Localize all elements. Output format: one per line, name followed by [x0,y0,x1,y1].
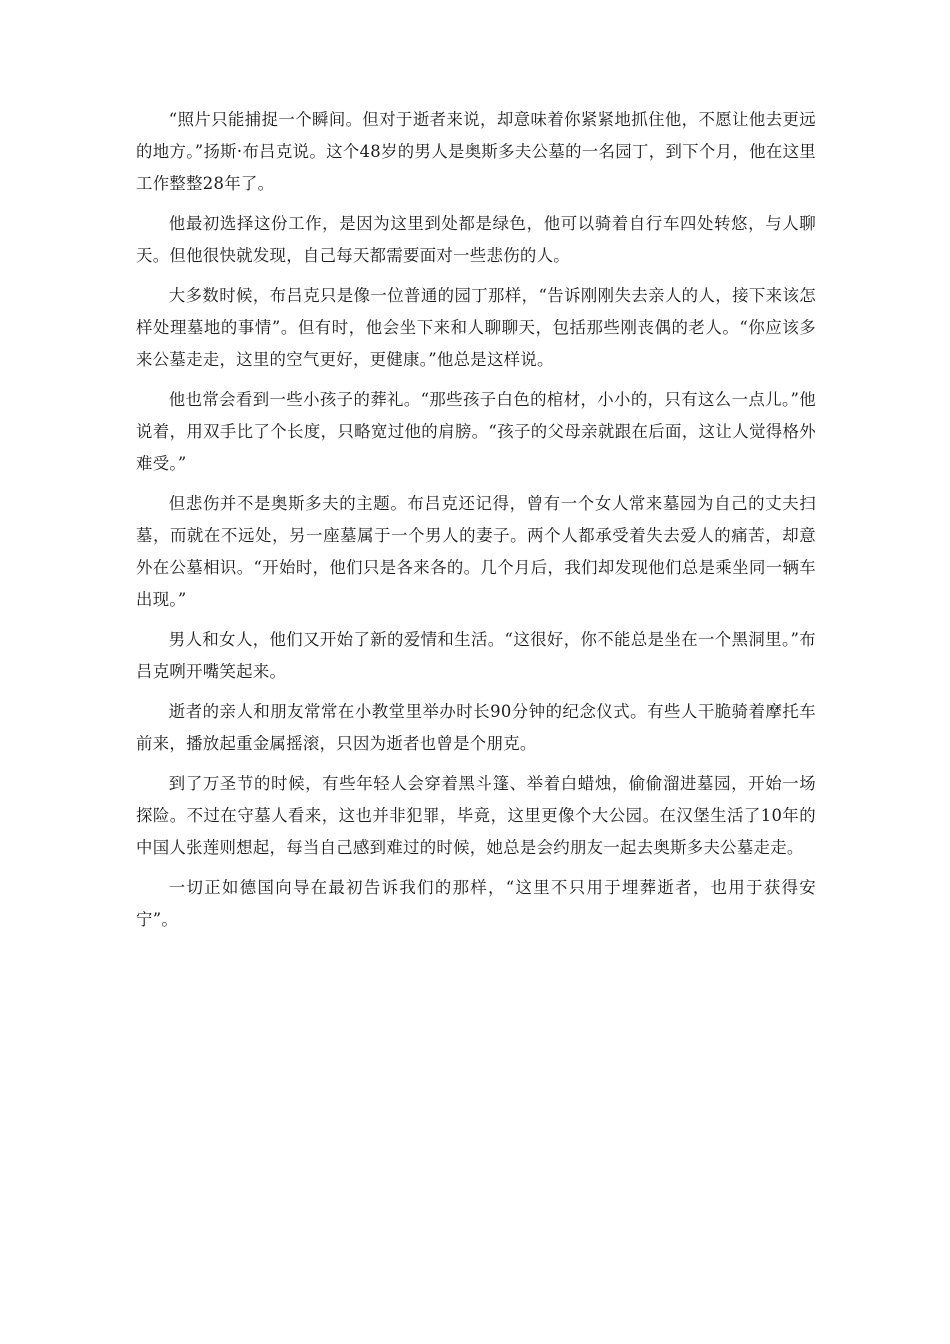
document-page [136,104,816,944]
paragraph-2: 他最初选择这份工作，是因为这里到处都是绿色，他可以骑着自行车四处转悠，与人聊天。但他很快就发现，自己每天都需要面对一些悲伤的人。 [136,214,816,265]
paragraph-4: 他也常会看到一些小孩子的葬礼。“那些孩子白色的棺材，小小的，只有这么一点儿。”他说着，用双手比了个长度，只略宽过他的肩膀。“孩子的父母亲就跟在后面，这让人觉得格外难受。” [136,390,816,473]
paragraph-6: 男人和女人，他们又开始了新的爱情和生活。“这很好，你不能总是坐在一个黑洞里。”布吕克咧开嘴笑起来。 [136,630,816,681]
paragraph-5: 但悲伤并不是奥斯多夫的主题。布吕克还记得，曾有一个女人常来墓园为自己的丈夫扫墓，而就在不远处，另一座墓属于一个男人的妻子。两个人都承受着失去爱人的痛苦，却意外在公墓相识。“开始时，他们只是各来各的。几个月后，我们却发现他们总是乘坐同一辆车出现。” [136,494,816,609]
paragraph-8: 到了万圣节的时候，有些年轻人会穿着黑斗篷、举着白蜡烛，偷偷溜进墓园，开始一场探险。不过在守墓人看来，这也并非犯罪，毕竟，这里更像个大公园。在汉堡生活了10年的中国人张莲则想起，每当自己感到难过的时候，她总是会约朋友一起去奥斯多夫公墓走走。 [136,774,816,857]
paragraph-3: 大多数时候，布吕克只是像一位普通的园丁那样，“告诉刚刚失去亲人的人，接下来该怎样处理墓地的事情”。但有时，他会坐下来和人聊聊天，包括那些刚丧偶的老人。“你应该多来公墓走走，这里的空气更好，更健康。”他总是这样说。 [136,286,816,369]
paragraph-7: 逝者的亲人和朋友常常在小教堂里举办时长90分钟的纪念仪式。有些人干脆骑着摩托车前来，播放起重金属摇滚，只因为逝者也曾是个朋克。 [136,702,816,753]
paragraph-1: “照片只能捕捉一个瞬间。但对于逝者来说，却意味着你紧紧地抓住他，不愿让他去更远的地方。”扬斯·布吕克说。这个48岁的男人是奥斯多夫公墓的一名园丁，到下个月，他在这里工作整整28年了。 [136,110,816,193]
paragraph-9: 一切正如德国向导在最初告诉我们的那样，“这里不只用于埋葬逝者，也用于获得安宁”。 [136,878,816,929]
